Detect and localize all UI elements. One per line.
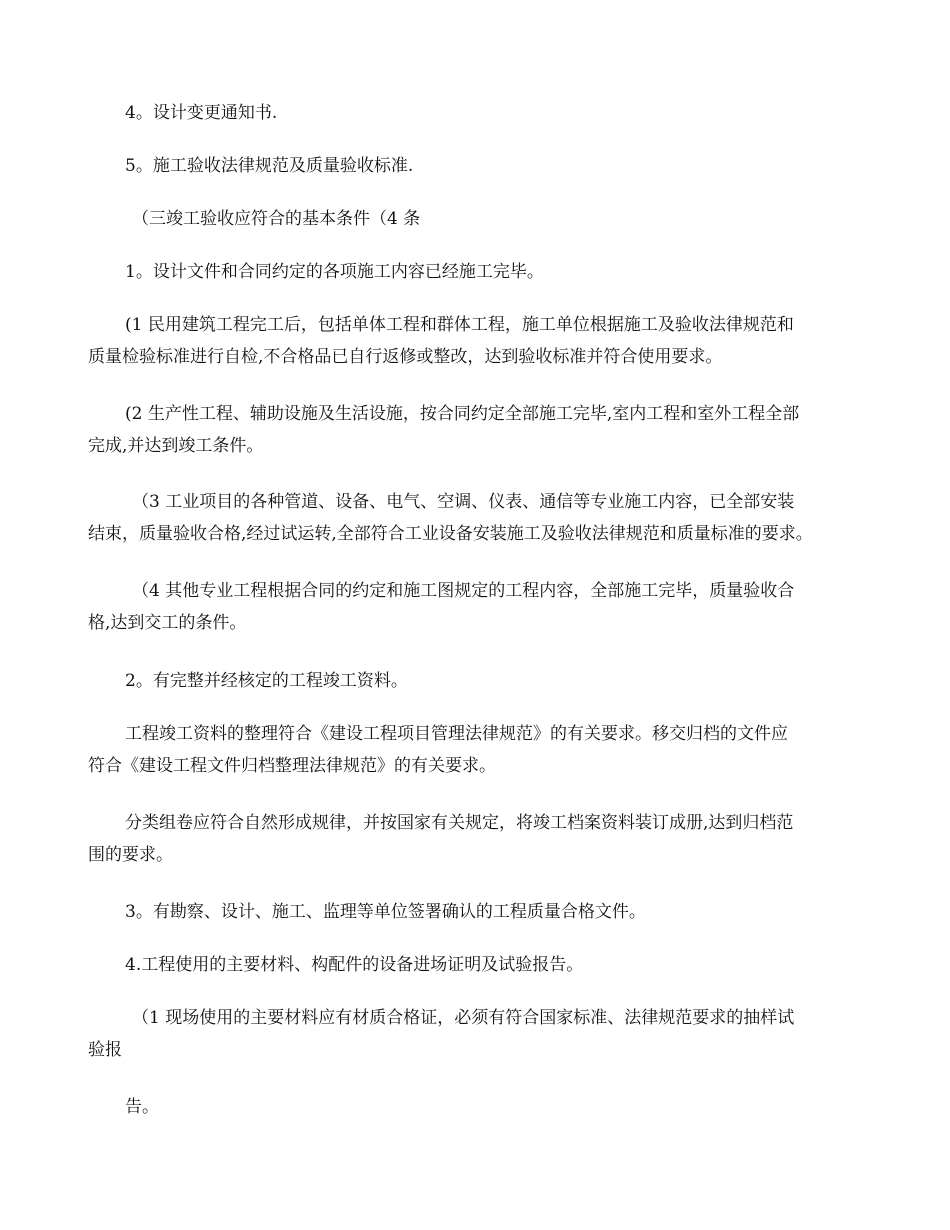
paragraph-line: 工程竣工资料的整理符合《建设工程项目管理法律规范》的有关要求。移交归档的文件应 [125, 724, 788, 744]
paragraph-line: 结束，质量验收合格,经过试运转,全部符合工业设备安装施工及验收法律规范和质量标准的要求。 [88, 524, 813, 544]
paragraph-line: 完成,并达到竣工条件。 [88, 436, 264, 456]
paragraph-line: 3。有勘察、设计、施工、监理等单位签署确认的工程质量合格文件。 [125, 902, 646, 922]
paragraph-line: (1 民用建筑工程完工后，包括单体工程和群体工程，施工单位根据施工及验收法律规范和 [125, 315, 794, 335]
paragraph-line: 分类组卷应符合自然形成规律，并按国家有关规定，将竣工档案资料装订成册,达到归档范 [125, 813, 794, 833]
paragraph [88, 896, 868, 928]
paragraph [88, 665, 868, 697]
paragraph-line: 符合《建设工程文件归档整理法律规范》的有关要求。 [88, 756, 496, 776]
paragraph [88, 97, 868, 129]
paragraph [88, 1002, 868, 1066]
paragraph-line: （4 其他专业工程根据合同的约定和施工图规定的工程内容，全部施工完毕，质量验收合 [132, 581, 795, 601]
paragraph [88, 807, 868, 871]
paragraph-line: 5。施工验收法律规范及质量验收标准. [125, 156, 414, 176]
paragraph-line: （三竣工验收应符合的基本条件（4 条 [132, 209, 421, 229]
paragraph [88, 949, 868, 981]
paragraph [88, 309, 868, 373]
paragraph-line: 质量检验标准进行自检,不合格品已自行返修或整改，达到验收标准并符合使用要求。 [88, 347, 723, 367]
paragraph-line: (2 生产性工程、辅助设施及生活设施，按合同约定全部施工完毕,室内工程和室外工程全部 [125, 404, 800, 424]
paragraph [88, 1091, 868, 1123]
paragraph-line: 2。有完整并经核定的工程竣工资料。 [125, 671, 408, 691]
paragraph-line: 4。设计变更通知书. [125, 103, 278, 123]
paragraph [88, 150, 868, 182]
paragraph-line: （3 工业项目的各种管道、设备、电气、空调、仪表、通信等专业施工内容，已全部安装 [132, 492, 795, 512]
paragraph-line: 验报 [88, 1040, 122, 1060]
paragraph [88, 575, 868, 639]
paragraph-line: 1。设计文件和合同约定的各项施工内容已经施工完毕。 [125, 262, 544, 282]
paragraph-line: 告。 [125, 1097, 159, 1117]
section-heading [88, 203, 868, 235]
paragraph [88, 256, 868, 288]
paragraph-line: 围的要求。 [88, 845, 173, 865]
paragraph-line: 4.工程使用的主要材料、构配件的设备进场证明及试验报告。 [125, 955, 584, 975]
paragraph [88, 486, 868, 550]
paragraph-line: 格,达到交工的条件。 [88, 613, 247, 633]
paragraph [88, 398, 868, 462]
paragraph-line: （1 现场使用的主要材料应有材质合格证，必须有符合国家标准、法律规范要求的抽样试 [132, 1008, 795, 1028]
paragraph [88, 718, 868, 782]
